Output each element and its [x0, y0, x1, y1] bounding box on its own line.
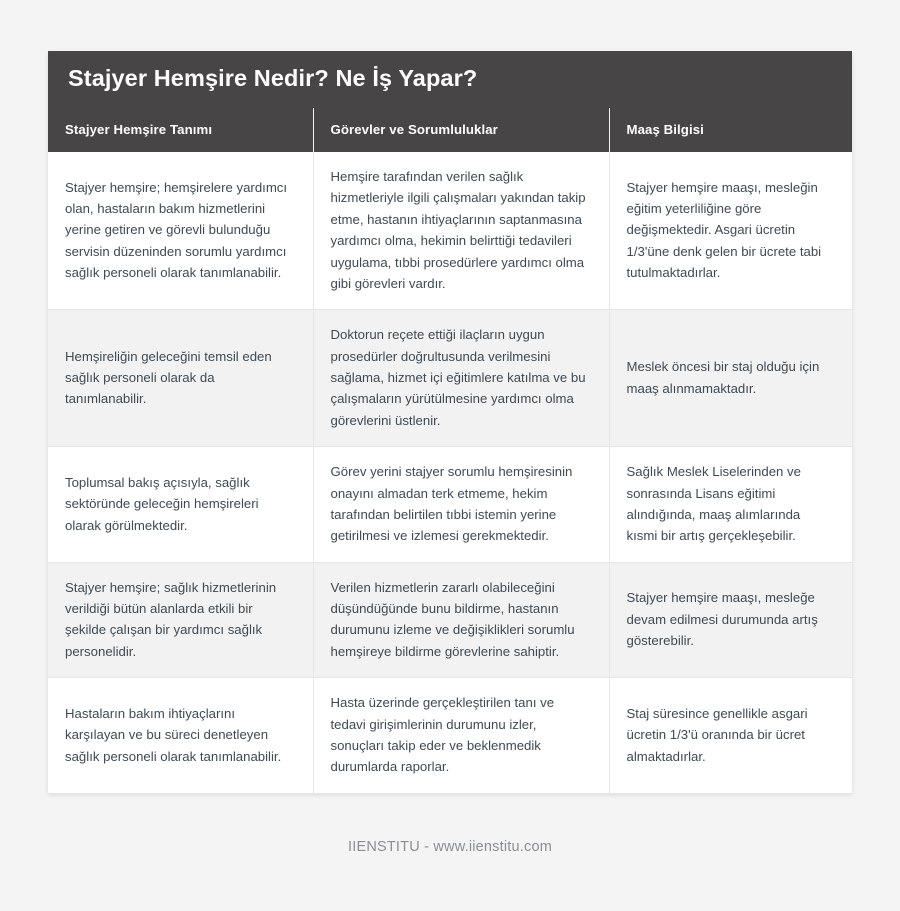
cell-duties: Hasta üzerinde gerçekleştirilen tanı ve tedavi girişimlerinin durumunu izler, sonuçları takip eder ve beklenmedik durumlarda raporlar. — [313, 678, 609, 793]
cell-definition: Hastaların bakım ihtiyaçlarını karşılayan ve bu süreci denetleyen sağlık personeli olarak tanımlanabilir. — [48, 678, 313, 793]
cell-definition: Stajyer hemşire; sağlık hizmetlerinin verildiği bütün alanlarda etkili bir şekilde çalışan bir yardımcı sağlık personelidir. — [48, 562, 313, 678]
table-row — [48, 447, 852, 563]
table-body — [48, 152, 852, 793]
table-row — [48, 678, 852, 793]
cell-salary: Meslek öncesi bir staj olduğu için maaş alınmamaktadır. — [609, 310, 852, 447]
cell-duties: Görev yerini stajyer sorumlu hemşiresinin onayını almadan terk etmeme, hekim tarafından belirtilen tıbbi istemin yerine getirilmesi ve izlemesi gerekmektedir. — [313, 447, 609, 563]
cell-definition: Hemşireliğin geleceğini temsil eden sağlık personeli olarak da tanımlanabilir. — [48, 310, 313, 447]
cell-definition: Stajyer hemşire; hemşirelere yardımcı olan, hastaların bakım hizmetlerini yerine getiren ve görevli bulunduğu servisin düzeninden sorumlu yardımcı sağlık personeli olarak tanımlanabilir. — [48, 152, 313, 310]
cell-duties: Hemşire tarafından verilen sağlık hizmetleriyle ilgili çalışmaları yakından takip etme, hastanın ihtiyaçlarının saptanmasına yardımcı olma, hekimin belirttiği tedavileri uygulama, tıbbi prosedürlere yardımcı olma gibi görevleri vardır. — [313, 152, 609, 310]
footer-attribution: IIENSTITU - www.iienstitu.com — [348, 839, 552, 855]
cell-definition: Toplumsal bakış açısıyla, sağlık sektöründe geleceğin hemşireleri olarak görülmektedir. — [48, 447, 313, 563]
cell-salary: Staj süresince genellikle asgari ücretin 1/3'ü oranında bir ücret almaktadırlar. — [626, 705, 808, 764]
table-row — [48, 152, 852, 310]
table-header — [48, 108, 852, 152]
footer — [0, 838, 900, 856]
page-title: Stajyer Hemşire Nedir? Ne İş Yapar? — [68, 64, 478, 91]
column-header-definition: Stajyer Hemşire Tanımı — [48, 108, 313, 152]
table-row — [48, 562, 852, 678]
table-header-row — [48, 108, 852, 152]
table-row — [48, 310, 852, 447]
table-card — [48, 51, 852, 793]
cell-salary: Stajyer hemşire maaşı, mesleğe devam edilmesi durumunda artış gösterebilir. — [609, 562, 852, 678]
column-header-duties: Görevler ve Sorumluluklar — [313, 108, 609, 152]
title-bar — [48, 51, 852, 108]
column-header-salary: Maaş Bilgisi — [626, 122, 704, 137]
cell-salary: Stajyer hemşire maaşı, mesleğin eğitim yeterliliğine göre değişmektedir. Asgari ücretin 1/3'üne denk gelen bir ücrete tabi tutulmaktadırlar. — [609, 152, 852, 310]
cell-duties: Verilen hizmetlerin zararlı olabileceğini düşündüğünde bunu bildirme, hastanın durumunu izleme ve değişiklikleri sorumlu hemşireye bildirme görevlerine sahiptir. — [313, 562, 609, 678]
cell-duties: Doktorun reçete ettiği ilaçların uygun prosedürler doğrultusunda verilmesini sağlama, hizmet içi eğitimlere katılma ve bu çalışmaların yürütülmesine yardımcı olma görevlerini üstlenir. — [313, 310, 609, 447]
cell-salary: Sağlık Meslek Liselerinden ve sonrasında Lisans eğitimi alındığında, maaş alımlarında kısmi bir artış gerçekleşebilir. — [609, 447, 852, 563]
comparison-table — [48, 108, 852, 793]
